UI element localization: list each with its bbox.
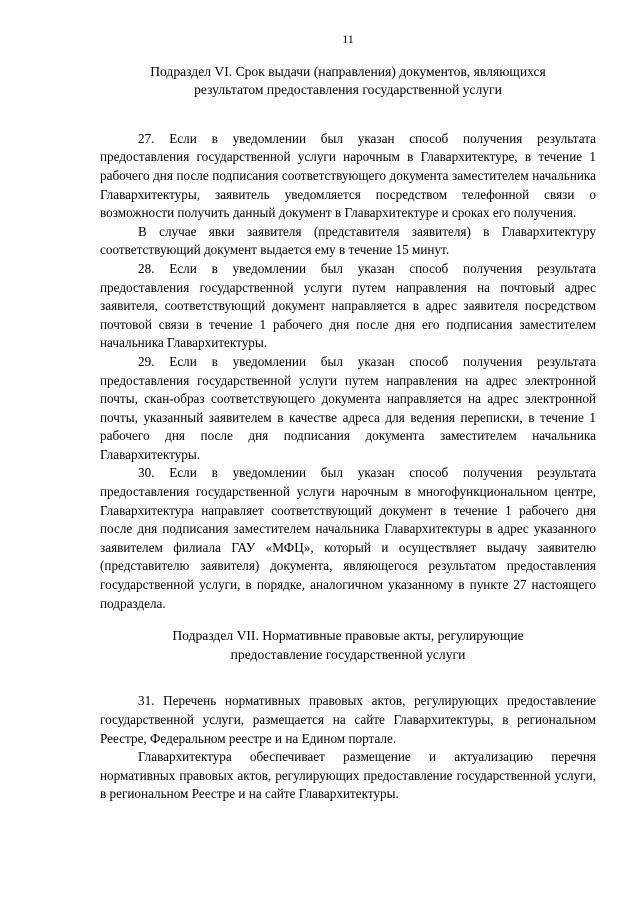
- paragraph-30: 30. Если в уведомлении был указан способ получения результата предоставления государственной услуги нарочным в многофункциональном центре, Главархитектура направляет соответствующий документ в течение 1 рабочего дня после дня подписания заместителем начальника Главархитектуры в адрес указанного заявителем филиала ГАУ «МФЦ», который и осуществляет выдачу заявителю (представителю заявителя) документа, являющегося результатом предоставления государственной услуги, в порядке, аналогичном указанному в пункте 27 настоящего подраздела.: [100, 465, 596, 611]
- section-6-heading-line-1: Подраздел VI. Срок выдачи (направления) документов, являющихся: [150, 63, 546, 79]
- paragraph-27-note: В случае явки заявителя (представителя заявителя) в Главархитектуру соответствующий документ выдается ему в течение 15 минут.: [100, 223, 596, 258]
- paragraph-31: 31. Перечень нормативных правовых актов, регулирующих предоставление государственной услуги, размещается на сайте Главархитектуры, в региональном Реестре, Федеральном реестре и на Едином портале.: [100, 693, 596, 746]
- section-7-heading-line-2: предоставление государственной услуги: [230, 646, 466, 662]
- section-7-heading-line-1: Подраздел VII. Нормативные правовые акты, регулирующие: [172, 628, 524, 644]
- section-6-heading: [100, 63, 596, 100]
- section-6-body: [100, 130, 596, 613]
- paragraph-27: 27. Если в уведомлении был указан способ получения результата предоставления государственной услуги нарочным в Главархитектуре, в течение 1 рабочего дня после подписания соответствующего документа заместителем начальника Главархитектуры, заявитель уведомляется посредством телефонной связи о возможности получить данный документ в Главархитектуре и сроках его получения.: [100, 130, 596, 221]
- section-7-body: [100, 692, 596, 804]
- paragraph-31-note: Главархитектура обеспечивает размещение и актуализацию перечня нормативных правовых актов, регулирующих предоставление государственной услуги, в региональном Реестре и на сайте Главархитектуры.: [100, 749, 596, 802]
- section-7-heading: [100, 627, 596, 664]
- paragraph-28: 28. Если в уведомлении был указан способ получения результата предоставления государственной услуги путем направления на почтовый адрес заявителя, соответствующий документ направляется в адрес заявителя посредством почтовой связи в течение 1 рабочего дня после дня его подписания заместителем начальника Главархитектуры.: [100, 260, 596, 351]
- page-number: 11: [342, 32, 354, 46]
- section-6-heading-line-2: результатом предоставления государственной услуги: [194, 82, 502, 98]
- paragraph-29: 29. Если в уведомлении был указан способ получения результата предоставления государственной услуги путем направления на адрес электронной почты, скан-образ соответствующего документа направляется на адрес электронной почты, указанный заявителем в качестве адреса для ведения переписки, в течение 1 рабочего дня после дня подписания документа заместителем начальника Главархитектуры.: [100, 353, 596, 462]
